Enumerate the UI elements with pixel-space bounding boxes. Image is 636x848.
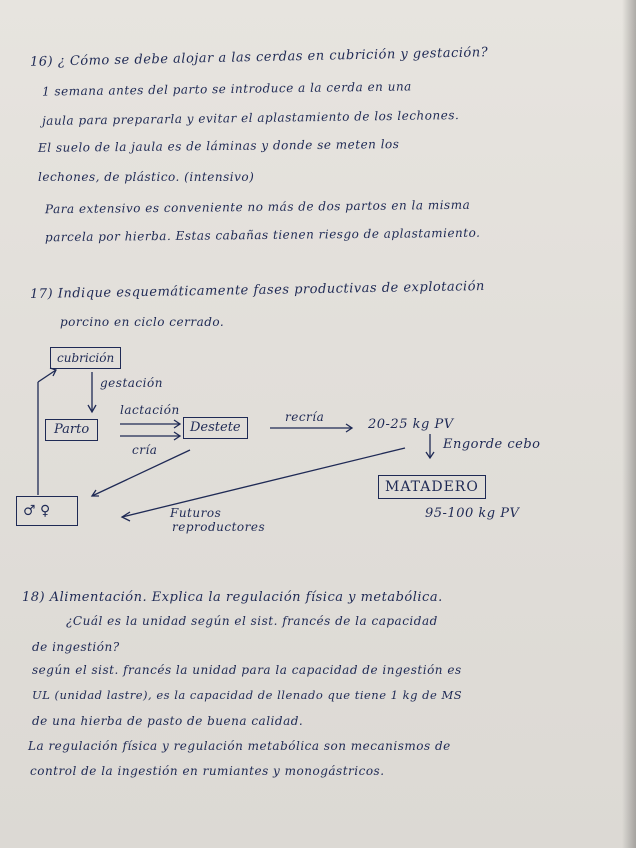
question-18-line-1: 18) Alimentación. Explica la regulación física y metabólica. xyxy=(22,590,443,605)
parto-box: Parto xyxy=(45,419,98,441)
peso-matadero: 95-100 kg PV xyxy=(425,506,520,521)
reproductores-box: ♂ ♀ xyxy=(16,496,78,526)
question-18-line-3: de ingestión? xyxy=(32,640,120,654)
question-18-line-2: ¿Cuál es la unidad según el sist. francés de la capacidad xyxy=(66,614,438,628)
question-16: 16) ¿ Cómo se debe alojar a las cerdas en cubrición y gestación? xyxy=(29,45,489,70)
futuros-label: Futuros xyxy=(170,506,222,520)
answer-16-line-5: Para extensivo es conveniente no más de dos partos en la misma xyxy=(44,197,471,217)
answer-18-line-4: La regulación física y regulación metabólica son mecanismos de xyxy=(28,739,451,753)
reproductores-label: reproductores xyxy=(172,520,266,534)
cria-label: cría xyxy=(132,443,158,457)
matadero-box: MATADERO xyxy=(378,475,486,499)
answer-18-line-2: UL (unidad lastre), es la capacidad de llenado que tiene 1 kg de MS xyxy=(32,688,463,702)
answer-18-line-5: control de la ingestión en rumiantes y monogástricos. xyxy=(30,764,385,778)
answer-16-line-4: lechones, de plástico. (intensivo) xyxy=(38,170,255,184)
question-17-line-1: 17) Indique esquemáticamente fases productivas de explotación xyxy=(29,279,485,302)
question-17-line-2: porcino en ciclo cerrado. xyxy=(60,315,225,329)
answer-16-line-1: 1 semana antes del parto se introduce a la cerda en una xyxy=(41,79,412,99)
answer-16-line-6: parcela por hierba. Estas cabañas tienen riesgo de aplastamiento. xyxy=(44,225,481,245)
recria-label: recría xyxy=(285,410,325,424)
answer-16-line-3: El suelo de la jaula es de láminas y donde se meten los xyxy=(37,137,400,155)
answer-16-line-2: jaula para prepararla y evitar el aplastamiento de los lechones. xyxy=(41,108,460,128)
gestacion-label: gestación xyxy=(100,376,163,390)
page-edge-shadow xyxy=(622,0,636,848)
engorde-label: Engorde cebo xyxy=(443,437,541,452)
arrow-futuros-reproductores xyxy=(122,448,405,517)
peso-recria: 20-25 kg PV xyxy=(368,417,454,432)
lactacion-label: lactación xyxy=(120,403,180,417)
cubricion-box: cubrición xyxy=(50,347,121,369)
answer-18-line-3: de una hierba de pasto de buena calidad. xyxy=(32,714,304,728)
answer-18-line-1: según el sist. francés la unidad para la capacidad de ingestión es xyxy=(32,663,462,677)
destete-box: Destete xyxy=(183,417,248,439)
